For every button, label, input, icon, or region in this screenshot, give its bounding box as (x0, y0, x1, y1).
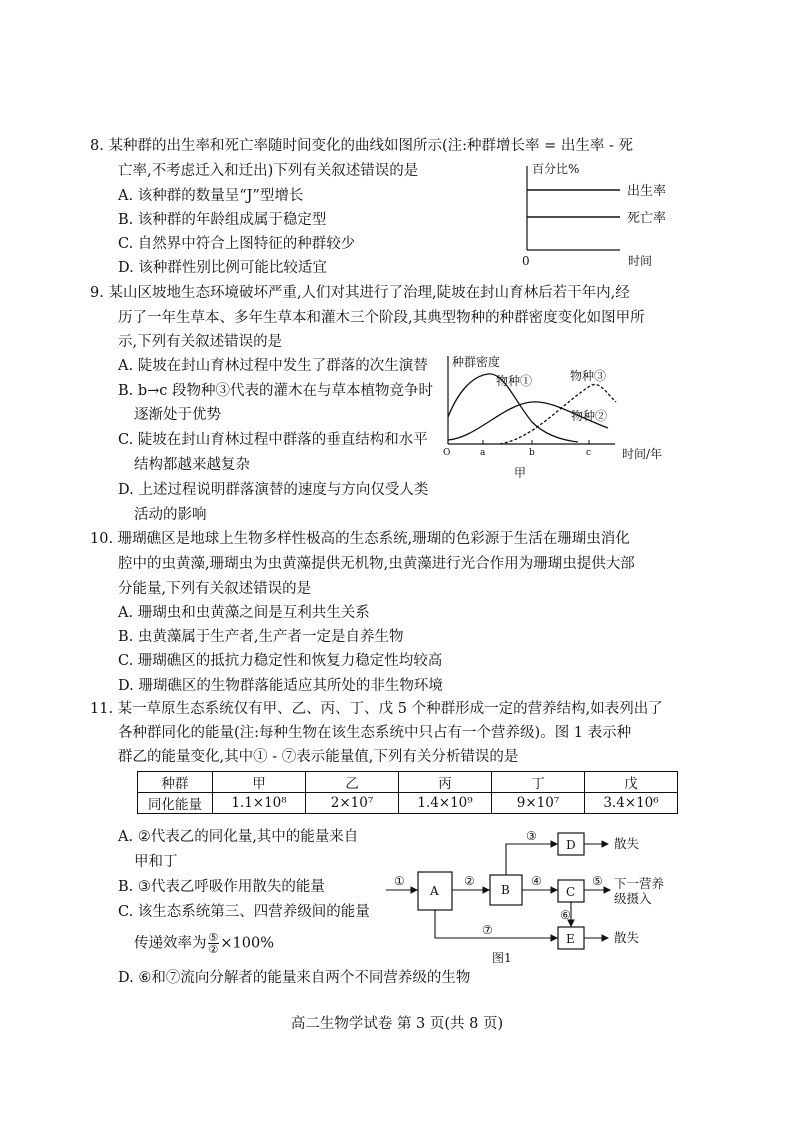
q11-node-c-label: C (566, 885, 576, 899)
q11-arrow-label-4: ④ (531, 874, 542, 888)
q10-stem-line1: 10. 珊瑚礁区是地球上生物多样性极高的生态系统,珊瑚的色彩源于生活在珊瑚虫消化 (90, 531, 630, 547)
q8-option-c: C. 自然界中符合上图特征的种群较少 (118, 236, 356, 252)
q11-option-a-line1: A. ②代表乙的同化量,其中的能量来自 (118, 829, 359, 845)
q11-node-b-label: B (501, 883, 510, 897)
table-cell: 乙 (306, 772, 399, 793)
q9-tick-label-b: b (529, 448, 535, 458)
q9-option-c-line1: C. 陡坡在封山育林过程中群落的垂直结构和水平 (118, 432, 428, 448)
q9-label-species3: 物种③ (570, 369, 607, 383)
table-cell: 甲 (213, 772, 306, 793)
q9-stem-line1: 9. 某山区坡地生态环境破坏严重,人们对其进行了治理,陡坡在封山育林后若干年内,经 (90, 285, 630, 301)
q9-tick-label-c: c (586, 448, 592, 458)
q11-arrow-3 (506, 844, 557, 875)
q11-node-d-label: D (566, 838, 576, 852)
q8-graph-xlabel: 时间 (628, 254, 653, 268)
q8-birth-rate-label: 出生率 (627, 184, 667, 199)
q11-option-c-line2 (134, 932, 274, 955)
q11-energy-table (137, 771, 678, 814)
q9-label-species2: 物种② (571, 409, 608, 423)
q11-option-c-line1: C. 该生态系统第三、四营养级间的能量 (118, 904, 370, 920)
q11-loss-label-e: 散失 (614, 930, 640, 945)
table-header-cell: 同化能量 (138, 793, 213, 814)
q11-fraction-numerator: ⑤ (208, 931, 219, 944)
q9-graph-caption: 甲 (514, 466, 527, 480)
q10-option-b: B. 虫黄藻属于生产者,生产者一定是自养生物 (118, 629, 404, 645)
q11-arrow-7 (435, 910, 557, 938)
q8-option-b: B. 该种群的年龄组成属于稳定型 (118, 212, 327, 228)
q9-option-b-line1: B. b→c 段物种③代表的灌木在与草本植物竞争时 (118, 383, 434, 399)
table-cell: 戊 (585, 772, 678, 793)
q11-stem-line3: 群乙的能量变化,其中① - ⑦表示能量值,下列有关分析错误的是 (118, 749, 519, 765)
q11-option-c-prefix: 传递效率为 (134, 935, 207, 952)
table-cell: 丁 (492, 772, 585, 793)
q8-stem-line1: 8. 某种群的出生率和死亡率随时间变化的曲线如图所示(注:种群增长率 = 出生率 - 死 (90, 138, 633, 154)
q11-option-c-suffix: ×100% (220, 935, 274, 952)
q9-density-graph (440, 352, 680, 482)
q8-rate-graph (510, 158, 700, 270)
q11-node-a-label: A (430, 884, 439, 898)
q11-next-level-label-2: 级摄入 (614, 891, 652, 906)
q9-graph-xlabel: 时间/年 (622, 447, 663, 461)
table-cell: 1.4×10⁹ (399, 793, 492, 814)
q8-option-d: D. 该种群性别比例可能比较适宜 (118, 260, 327, 276)
q9-option-a: A. 陡坡在封山育林过程中发生了群落的次生演替 (118, 358, 428, 374)
q9-option-d-line2: 活动的影响 (134, 507, 207, 523)
q8-option-a: A. 该种群的数量呈“J”型增长 (118, 188, 304, 204)
q8-death-rate-label: 死亡率 (627, 211, 667, 226)
table-cell: 丙 (399, 772, 492, 793)
q8-graph-origin: 0 (522, 254, 530, 268)
table-cell: 1.1×10⁸ (213, 793, 306, 814)
q9-option-b-line2: 逐渐处于优势 (134, 407, 221, 423)
q9-graph-origin: O (443, 448, 451, 458)
q9-tick-label-a: a (480, 448, 486, 458)
table-row (138, 772, 678, 793)
q11-next-level-label-1: 下一营养 (614, 876, 665, 891)
q9-option-d-line1: D. 上述过程说明群落演替的速度与方向仅受人类 (118, 482, 429, 498)
q10-option-a: A. 珊瑚虫和虫黄藻之间是互利共生关系 (118, 605, 370, 621)
q9-stem-line2: 历了一年生草本、多年生草本和灌木三个阶段,其典型物种的种群密度变化如图甲所 (118, 310, 645, 326)
q11-arrow-label-6: ⑥ (560, 908, 571, 922)
q8-stem-line2: 亡率,不考虑迁入和迁出)下列有关叙述错误的是 (118, 163, 419, 179)
q11-arrow-label-5: ⑤ (592, 874, 603, 888)
q10-stem-line2: 腔中的虫黄藻,珊瑚虫为虫黄藻提供无机物,虫黄藻进行光合作用为珊瑚虫提供大部 (118, 556, 635, 572)
q10-option-d: D. 珊瑚礁区的生物群落能适应其所处的非生物环境 (118, 678, 443, 694)
q11-efficiency-fraction (208, 932, 220, 955)
q10-stem-line3: 分能量,下列有关叙述错误的是 (118, 581, 312, 597)
q9-graph-ylabel: 种群密度 (452, 355, 501, 369)
q11-energy-flow-diagram (380, 822, 692, 968)
table-cell: 9×10⁷ (492, 793, 585, 814)
q9-option-c-line2: 结构都越来越复杂 (134, 457, 250, 473)
q11-arrow-label-7: ⑦ (482, 923, 493, 937)
q11-node-e-label: E (566, 932, 575, 946)
page-footer: 高二生物学试卷 第 3 页(共 8 页) (290, 1016, 504, 1032)
q11-diagram-caption: 图1 (492, 951, 512, 965)
q11-stem-line2: 各种群同化的能量(注:每种生物在该生态系统中只占有一个营养级)。图 1 表示种 (118, 725, 632, 741)
table-cell: 3.4×10⁶ (585, 793, 678, 814)
q11-fraction-denominator: ② (208, 943, 219, 956)
q11-option-a-line2: 甲和丁 (134, 854, 178, 870)
q11-arrow-label-2: ② (464, 874, 475, 888)
q11-arrow-label-1: ① (394, 874, 405, 888)
table-header-cell: 种群 (138, 772, 213, 793)
table-row (138, 793, 678, 814)
q11-arrow-label-3: ③ (526, 829, 537, 843)
q11-loss-label-d: 散失 (614, 836, 640, 851)
q10-option-c: C. 珊瑚礁区的抵抗力稳定性和恢复力稳定性均较高 (118, 653, 443, 669)
q11-stem-line1: 11. 某一草原生态系统仅有甲、乙、丙、丁、戊 5 个种群形成一定的营养结构,如表列出了 (90, 701, 663, 717)
q11-option-d: D. ⑥和⑦流向分解者的能量来自两个不同营养级的生物 (118, 970, 471, 986)
q11-option-b: B. ③代表乙呼吸作用散失的能量 (118, 879, 325, 895)
q9-label-species1: 物种① (496, 374, 533, 388)
q8-graph-ylabel: 百分比% (532, 162, 580, 176)
table-cell: 2×10⁷ (306, 793, 399, 814)
q9-stem-line3: 示,下列有关叙述错误的是 (118, 334, 283, 350)
